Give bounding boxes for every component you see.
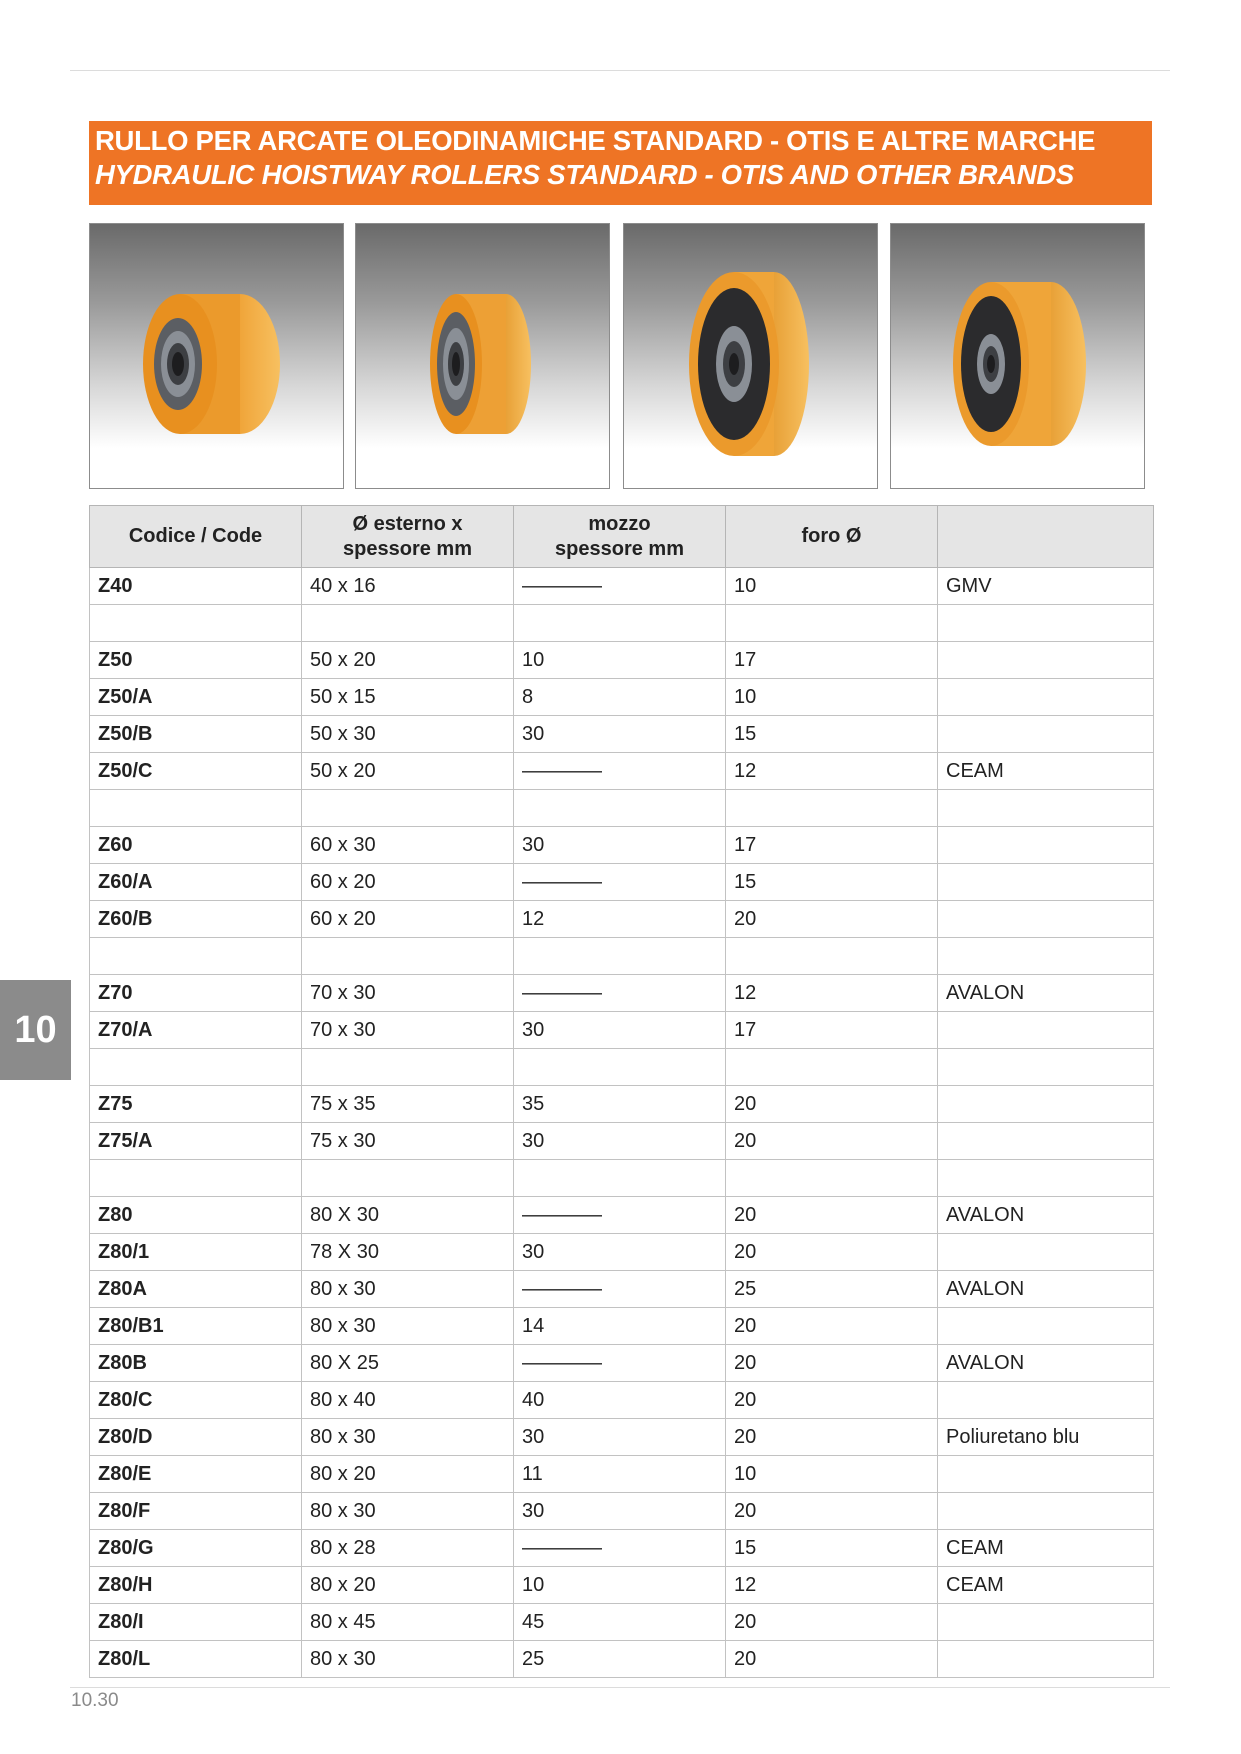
cell-code: Z60/A — [90, 864, 302, 901]
cell-size: 80 x 30 — [302, 1493, 514, 1530]
cell-bore: 20 — [726, 1086, 938, 1123]
cell-bore: 20 — [726, 1345, 938, 1382]
cell-hub: 11 — [514, 1456, 726, 1493]
cell-note: Poliuretano blu — [938, 1419, 1154, 1456]
cell-note: AVALON — [938, 1271, 1154, 1308]
cell-hub: 30 — [514, 1123, 726, 1160]
table-row — [90, 1308, 1154, 1345]
header-hub-line2: spessore mm — [555, 537, 684, 560]
cell-hub: 35 — [514, 1086, 726, 1123]
cell-bore — [726, 1049, 938, 1086]
cell-bore: 20 — [726, 1419, 938, 1456]
header-outer-diameter — [302, 506, 514, 568]
cell-size: 80 x 45 — [302, 1604, 514, 1641]
table-row — [90, 938, 1154, 975]
cell-note — [938, 1308, 1154, 1345]
top-rule — [70, 70, 1170, 71]
cell-code: Z80/D — [90, 1419, 302, 1456]
title-italian: RULLO PER ARCATE OLEODINAMICHE STANDARD - OTIS E ALTRE MARCHE — [95, 125, 1096, 156]
cell-bore: 20 — [726, 1234, 938, 1271]
table-row — [90, 1012, 1154, 1049]
cell-bore: 20 — [726, 1197, 938, 1234]
cell-code: Z50/B — [90, 716, 302, 753]
cell-hub: 10 — [514, 1567, 726, 1604]
cell-code: Z75 — [90, 1086, 302, 1123]
cell-code: Z40 — [90, 568, 302, 605]
cell-size: 80 X 25 — [302, 1345, 514, 1382]
table-row — [90, 1382, 1154, 1419]
table-row — [90, 1530, 1154, 1567]
header-bore: foro Ø — [726, 506, 938, 568]
cell-hub — [514, 790, 726, 827]
cell-hub — [514, 938, 726, 975]
cell-size: 80 X 30 — [302, 1197, 514, 1234]
cell-note: AVALON — [938, 1197, 1154, 1234]
cell-size: 80 x 20 — [302, 1567, 514, 1604]
cell-code: Z60 — [90, 827, 302, 864]
table-header-row — [90, 506, 1154, 568]
cell-code: Z80 — [90, 1197, 302, 1234]
cell-bore: 15 — [726, 716, 938, 753]
table-row — [90, 1271, 1154, 1308]
table-row — [90, 1604, 1154, 1641]
cell-hub: 30 — [514, 1419, 726, 1456]
cell-code: Z80/L — [90, 1641, 302, 1678]
cell-bore: 15 — [726, 1530, 938, 1567]
cell-bore: 20 — [726, 1604, 938, 1641]
cell-hub: 10 — [514, 642, 726, 679]
cell-note — [938, 716, 1154, 753]
cell-note — [938, 1493, 1154, 1530]
cell-code — [90, 790, 302, 827]
cell-hub — [514, 605, 726, 642]
roller-spec-table — [89, 505, 1154, 1678]
cell-hub: ———— — [514, 568, 726, 605]
cell-hub: 25 — [514, 1641, 726, 1678]
cell-hub: ———— — [514, 1197, 726, 1234]
cell-hub: ———— — [514, 1345, 726, 1382]
cell-size: 60 x 30 — [302, 827, 514, 864]
cell-size — [302, 1049, 514, 1086]
table-row — [90, 568, 1154, 605]
product-photos — [89, 223, 1153, 489]
cell-code: Z50/C — [90, 753, 302, 790]
table-row — [90, 1456, 1154, 1493]
cell-size: 80 x 40 — [302, 1382, 514, 1419]
cell-size: 50 x 15 — [302, 679, 514, 716]
cell-bore: 10 — [726, 679, 938, 716]
cell-size: 80 x 30 — [302, 1419, 514, 1456]
cell-size — [302, 605, 514, 642]
cell-size: 60 x 20 — [302, 864, 514, 901]
cell-bore: 10 — [726, 1456, 938, 1493]
cell-code: Z60/B — [90, 901, 302, 938]
table-row — [90, 1160, 1154, 1197]
cell-hub: 30 — [514, 1234, 726, 1271]
cell-code: Z75/A — [90, 1123, 302, 1160]
cell-note — [938, 1160, 1154, 1197]
roller-photo-3 — [623, 223, 878, 489]
cell-size: 80 x 30 — [302, 1308, 514, 1345]
cell-note: AVALON — [938, 975, 1154, 1012]
table-row — [90, 827, 1154, 864]
table-row — [90, 1419, 1154, 1456]
header-hub — [514, 506, 726, 568]
cell-note — [938, 938, 1154, 975]
cell-code: Z80/E — [90, 1456, 302, 1493]
cell-hub: 8 — [514, 679, 726, 716]
cell-bore: 20 — [726, 1641, 938, 1678]
cell-size — [302, 938, 514, 975]
header-hub-line1: mozzo — [588, 512, 651, 535]
cell-note: CEAM — [938, 1530, 1154, 1567]
cell-note — [938, 1123, 1154, 1160]
table-row — [90, 1197, 1154, 1234]
cell-size: 50 x 30 — [302, 716, 514, 753]
cell-hub: ———— — [514, 975, 726, 1012]
cell-note — [938, 642, 1154, 679]
cell-hub: 30 — [514, 716, 726, 753]
cell-size: 75 x 30 — [302, 1123, 514, 1160]
cell-bore: 17 — [726, 827, 938, 864]
cell-hub: 30 — [514, 827, 726, 864]
cell-note — [938, 864, 1154, 901]
roller-image — [90, 224, 343, 488]
cell-code: Z50 — [90, 642, 302, 679]
table-row — [90, 1123, 1154, 1160]
cell-bore: 20 — [726, 1123, 938, 1160]
cell-hub: ———— — [514, 1271, 726, 1308]
cell-hub: ———— — [514, 864, 726, 901]
title-banner — [89, 121, 1152, 205]
cell-size: 60 x 20 — [302, 901, 514, 938]
cell-bore: 20 — [726, 1308, 938, 1345]
table-row — [90, 679, 1154, 716]
cell-size: 50 x 20 — [302, 753, 514, 790]
cell-bore: 25 — [726, 1271, 938, 1308]
roller-image — [356, 224, 609, 488]
bottom-rule — [70, 1687, 1170, 1688]
cell-note — [938, 679, 1154, 716]
table-row — [90, 716, 1154, 753]
cell-note — [938, 1049, 1154, 1086]
cell-code — [90, 1160, 302, 1197]
cell-hub: 30 — [514, 1012, 726, 1049]
roller-photo-2 — [355, 223, 610, 489]
cell-code: Z80B — [90, 1345, 302, 1382]
table-row — [90, 864, 1154, 901]
cell-hub: 30 — [514, 1493, 726, 1530]
cell-note — [938, 827, 1154, 864]
cell-hub: 45 — [514, 1604, 726, 1641]
table-row — [90, 901, 1154, 938]
cell-size: 80 x 30 — [302, 1641, 514, 1678]
cell-code: Z80/I — [90, 1604, 302, 1641]
cell-bore — [726, 790, 938, 827]
cell-note — [938, 1012, 1154, 1049]
cell-bore: 20 — [726, 901, 938, 938]
cell-code — [90, 938, 302, 975]
cell-code: Z70 — [90, 975, 302, 1012]
cell-note — [938, 901, 1154, 938]
table-row — [90, 753, 1154, 790]
header-note — [938, 506, 1154, 568]
header-outer-line2: spessore mm — [343, 537, 472, 560]
cell-note: CEAM — [938, 1567, 1154, 1604]
cell-code: Z80/F — [90, 1493, 302, 1530]
cell-size — [302, 790, 514, 827]
cell-code: Z80/H — [90, 1567, 302, 1604]
section-tab: 10 — [0, 980, 71, 1080]
cell-note — [938, 1382, 1154, 1419]
cell-size — [302, 1160, 514, 1197]
cell-bore: 17 — [726, 1012, 938, 1049]
cell-hub: ———— — [514, 753, 726, 790]
cell-note: AVALON — [938, 1345, 1154, 1382]
cell-hub — [514, 1160, 726, 1197]
cell-hub — [514, 1049, 726, 1086]
cell-bore: 12 — [726, 753, 938, 790]
cell-note: GMV — [938, 568, 1154, 605]
table-row — [90, 605, 1154, 642]
table-row — [90, 1049, 1154, 1086]
table-row — [90, 642, 1154, 679]
header-outer-line1: Ø esterno x — [352, 512, 463, 535]
table-row — [90, 1234, 1154, 1271]
roller-image — [624, 224, 877, 488]
table-row — [90, 975, 1154, 1012]
header-code: Codice / Code — [90, 506, 302, 568]
cell-size: 80 x 28 — [302, 1530, 514, 1567]
title-english: HYDRAULIC HOISTWAY ROLLERS STANDARD - OTIS AND OTHER BRANDS — [95, 159, 1074, 190]
cell-size: 70 x 30 — [302, 975, 514, 1012]
cell-bore — [726, 605, 938, 642]
page-number: 10.30 — [71, 1690, 119, 1711]
table-row — [90, 790, 1154, 827]
cell-code — [90, 605, 302, 642]
cell-code: Z80/G — [90, 1530, 302, 1567]
cell-bore: 17 — [726, 642, 938, 679]
cell-code — [90, 1049, 302, 1086]
cell-code: Z80/C — [90, 1382, 302, 1419]
cell-note — [938, 605, 1154, 642]
cell-note — [938, 1456, 1154, 1493]
roller-photo-1 — [89, 223, 344, 489]
cell-code: Z80A — [90, 1271, 302, 1308]
roller-image — [891, 224, 1144, 488]
table-body — [90, 568, 1154, 1678]
table-row — [90, 1086, 1154, 1123]
cell-code: Z50/A — [90, 679, 302, 716]
cell-hub: ———— — [514, 1530, 726, 1567]
cell-bore: 15 — [726, 864, 938, 901]
table-row — [90, 1567, 1154, 1604]
cell-size: 70 x 30 — [302, 1012, 514, 1049]
cell-bore — [726, 938, 938, 975]
cell-bore — [726, 1160, 938, 1197]
cell-bore: 10 — [726, 568, 938, 605]
cell-size: 78 X 30 — [302, 1234, 514, 1271]
cell-note — [938, 1234, 1154, 1271]
cell-hub: 14 — [514, 1308, 726, 1345]
cell-size: 75 x 35 — [302, 1086, 514, 1123]
cell-note — [938, 1641, 1154, 1678]
roller-photo-4 — [890, 223, 1145, 489]
cell-size: 50 x 20 — [302, 642, 514, 679]
cell-hub: 12 — [514, 901, 726, 938]
cell-code: Z70/A — [90, 1012, 302, 1049]
cell-code: Z80/1 — [90, 1234, 302, 1271]
cell-code: Z80/B1 — [90, 1308, 302, 1345]
cell-size: 80 x 20 — [302, 1456, 514, 1493]
cell-size: 80 x 30 — [302, 1271, 514, 1308]
cell-bore: 20 — [726, 1382, 938, 1419]
table-row — [90, 1345, 1154, 1382]
cell-note: CEAM — [938, 753, 1154, 790]
cell-bore: 12 — [726, 1567, 938, 1604]
cell-size: 40 x 16 — [302, 568, 514, 605]
cell-hub: 40 — [514, 1382, 726, 1419]
cell-note — [938, 790, 1154, 827]
table-row — [90, 1641, 1154, 1678]
cell-bore: 12 — [726, 975, 938, 1012]
cell-bore: 20 — [726, 1493, 938, 1530]
table-row — [90, 1493, 1154, 1530]
cell-note — [938, 1604, 1154, 1641]
cell-note — [938, 1086, 1154, 1123]
